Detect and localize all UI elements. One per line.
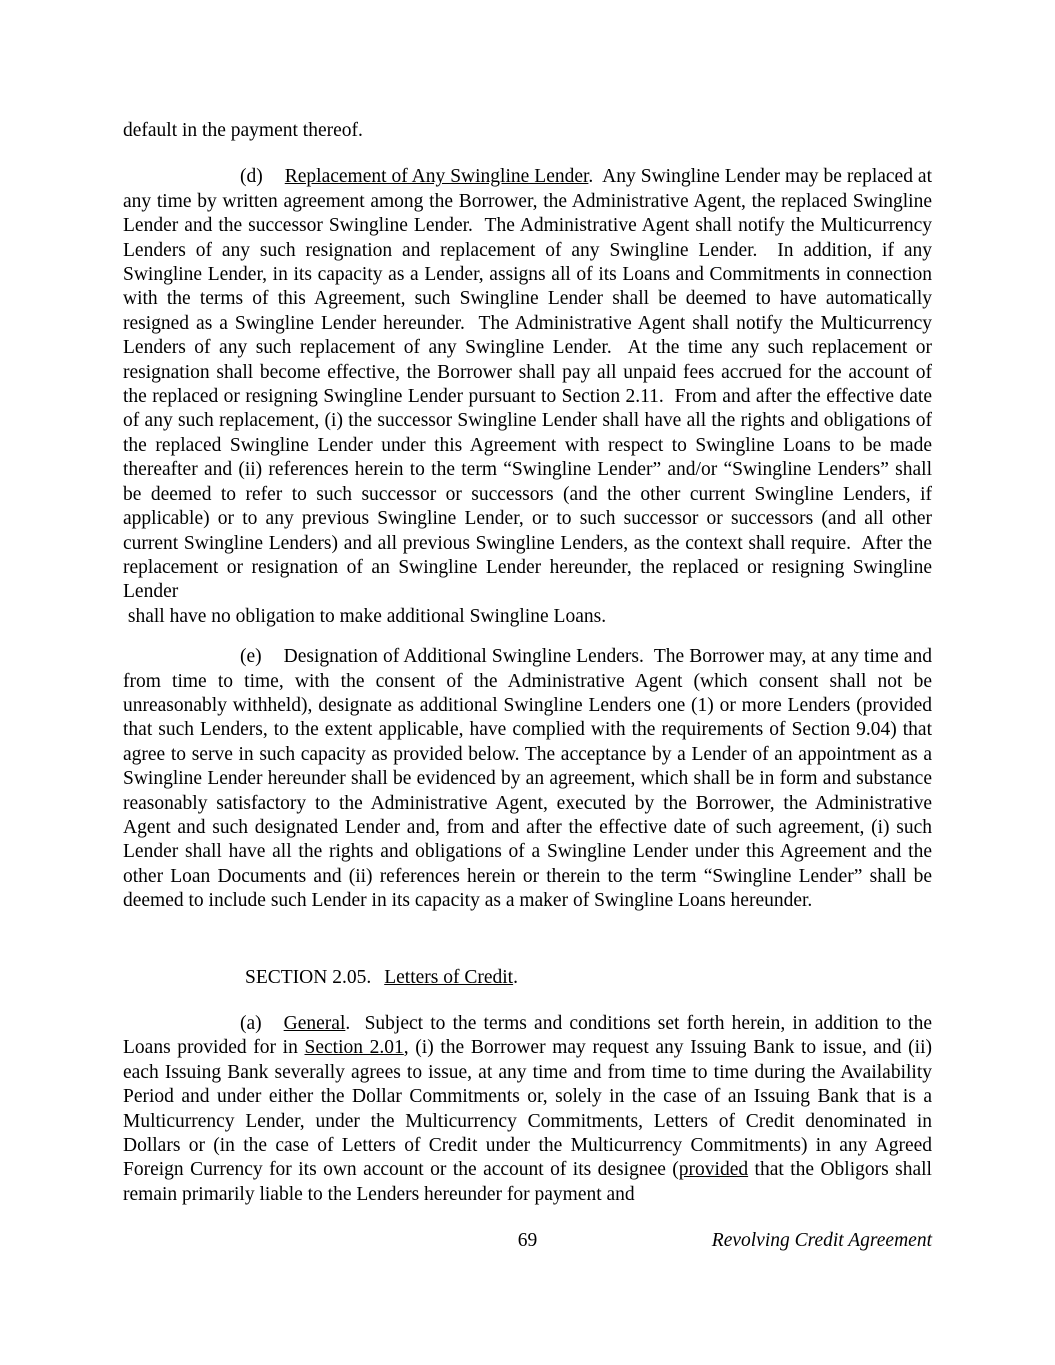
section-title-period: .: [513, 966, 518, 988]
paragraph-a-label: (a): [240, 1013, 262, 1034]
paragraph-d-last-line: shall have no obligation to make additional Swingline Loans.: [123, 605, 607, 627]
section-heading: [123, 966, 932, 990]
page-number: 69: [517, 1230, 538, 1252]
paragraph-a-body-2: , (i) the Borrower may request any Issuing Bank to issue, and (ii) each Issuing Bank severally agrees to issue, at any time and from time to time during the Availability Period and under either the Dollar Commitments or, solely in the case of an Issuing Bank that is a Multicurrency Lender, under the Multicurrency Commitments, Letters of Credit denominated in Dollars or (in the case of Letters of Credit under the Multicurrency Commitments) in any Agreed Foreign Currency for its own account or the account of its designee (: [123, 1037, 937, 1181]
paragraph-d-label: (d): [240, 166, 263, 188]
paragraph-e-label: (e): [240, 646, 262, 668]
intro-paragraph: [123, 119, 932, 143]
provided-reference: provided: [678, 1159, 749, 1181]
paragraph-a-heading: General: [283, 1013, 346, 1034]
paragraph-e-body: . The Borrower may, at any time and from time to time, with the consent of the Administrative Agent (which consent shall not be unreasonably withheld), designate as additional Swingline Lenders one (1) or more Lenders (provided that such Lenders, to the extent applicable, have complied with the requirements of Section 9.04) that agree to serve in such capacity as provided below. The acceptance by a Lender of an appointment as a Swingline Lender hereunder shall be evidenced by an agreement, which shall be in form and substance reasonably satisfactory to the Administrative Agent, executed by the Borrower, the Administrative Agent and such designated Lender and, from and after the effective date of such agreement, (i) such Lender shall have all the rights and obligations of a Swingline Lender under this Agreement and the other Loan Documents and (ii) references herein or therein to the term “Swingline Lender” shall be deemed to include such Lender in its capacity as a maker of Swingline Loans hereunder.: [123, 646, 937, 912]
paragraph-d-heading: Replacement of Any Swingline Lender: [284, 166, 589, 188]
paragraph-a-body-1: . Subject to the terms and conditions set forth herein, in addition to the Loans provided for in: [123, 1013, 937, 1059]
paragraph-a-body-3: that the Obligors shall remain primarily liable to the Lenders hereunder for payment and: [123, 1159, 937, 1205]
paragraph-d-body: . Any Swingline Lender may be replaced at any time by written agreement among the Borrower, the Administrative Agent, the replaced Swingline Lender and the successor Swingline Lender. The Administrative Agent shall notify the Multicurrency Lenders of any such resignation and replacement of any Swingline Lender. In addition, if any Swingline Lender, in its capacity as a Lender, assigns all of its Loans and Commitments in connection with the terms of this Agreement, such Swingline Lender shall be deemed to have automatically resigned as a Swingline Lender hereunder. The Administrative Agent shall notify the Multicurrency Lenders of any such replacement of any Swingline Lender. At the time any such replacement or resignation shall become effective, the Borrower shall pay all unpaid fees accrued for the account of the replaced or resigning Swingline Lender pursuant to Section 2.11. From and after the effective date of any such replacement, (i) the successor Swingline Lender shall have all the rights and obligations of the replaced Swingline Lender under this Agreement with respect to Swingline Loans to be made thereafter and (ii) references herein to the term “Swingline Lender” and/or “Swingline Lenders” shall be deemed to refer to such successor or successors (and the other current Swingline Lenders, if applicable) or to any previous Swingline Lender, or to such successor or successors (and all other current Swingline Lenders) and all previous Swingline Lenders, as the context shall require. After the replacement or resignation of an Swingline Lender hereunder, the replaced or resigning Swingline Lender: [123, 166, 937, 603]
paragraph-d: [123, 165, 937, 629]
section-2-01-reference: Section 2.01: [304, 1037, 404, 1059]
paragraph-e: [123, 645, 937, 913]
paragraph-a: [123, 1012, 937, 1207]
section-number: SECTION 2.05.: [245, 966, 372, 988]
section-title: Letters of Credit: [384, 966, 514, 988]
paragraph-e-heading: Designation of Additional Swingline Lenders: [283, 646, 639, 668]
intro-text: default in the payment thereof.: [123, 120, 363, 141]
footer-doc-title: Revolving Credit Agreement: [711, 1230, 932, 1252]
page-footer: [123, 1229, 932, 1253]
